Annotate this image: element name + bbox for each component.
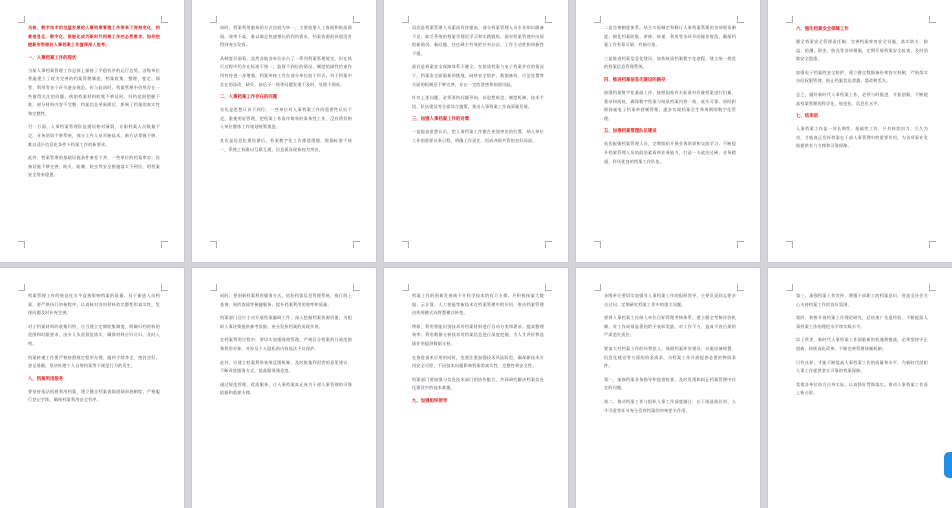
paragraph: 二是完善制度体系，结合实际制定和修订人事档案管理的各项规章制度，细化档案收集、审核、转递、利用等各环节的操作规范，确保档案工作有章可循、有据可依。: [604, 25, 736, 48]
document-page[interactable]: [192, 0, 376, 262]
page-content: [796, 292, 928, 490]
paragraph: 档案转递工作要严格按照规定程序办理，做到手续齐全、密封完好、登记准确，坚决杜绝个人自带档案等不规范行为的发生。: [28, 354, 160, 369]
paragraph: 再次是档案管理人员素质有待提高。部分档案管理人员专业知识储备不足，缺乏系统的档案学理论学习和实践锻炼，面对档案管理中出现的新情况、新问题，往往缺少有效的应对办法，工作主动性和创新性不强。: [412, 25, 544, 56]
paragraph: 加强电子档案的安全防护，建立健全数据备份和容灾机制，严格落实访问权限管理，防止档案信息泄露、篡改和丢失。: [796, 69, 928, 84]
paragraph: 针对上述问题，必须坚持问题导向，从思想观念、制度机制、技术手段、队伍建设等方面综合施策，推动人事档案工作高质量发展。: [412, 95, 544, 109]
paragraph: 第一，加强档案业务指导和监督检查，及时发现和纠正档案管理中存在的问题。: [604, 376, 736, 391]
page-content: [604, 292, 736, 490]
paragraph: 一是提高思想认识，把人事档案工作摆在更加突出的位置，纳入单位工作的重要议事日程，明确工作责任，形成齐抓共管的良好局面。: [412, 129, 544, 143]
paragraph: 通过规范管理、优质服务，让人事档案真正成为干部人事管理的可靠依据和重要支撑。: [220, 381, 352, 396]
section-heading: 八、档案利用服务: [28, 376, 64, 382]
paragraph: 选优配强档案管理人员，定期组织开展业务培训和交流学习，不断提升档案管理人员的政治素质和业务能力，打造一支政治过硬、业务精通、作风优良的档案工作队伍。: [604, 141, 736, 164]
page-content: [412, 292, 544, 490]
paragraph: 第四，积极开展档案工作理论研究，总结推广先进经验，不断提高人事档案工作的理论水平和实践水平。: [796, 315, 928, 329]
paragraph: 同时，要创新档案利用服务方式，依托档案信息管理系统，推行线上查询、预约查阅等便捷服务，提升档案利用的效率和质量。: [220, 293, 352, 307]
page-content: [796, 24, 928, 244]
paragraph: 当前人事档案管理工作总体上保持了平稳有序的运行态势，各级单位普遍建立了较为完善的档案管理制度，档案收集、整理、鉴定、保管、利用等各个环节逐步规范。但与此同时，档案管理中仍然存在一些值得关注的问题，例如档案材料收集不够及时，归档范围把握不准，部分材料内容不完整，档案信息更新滞后，影响了档案的真实性和完整性。: [28, 67, 160, 116]
paragraph: 健全档案安全管理责任制，完善档案库房安全设施，落实防火、防盗、防潮、防虫、防光等各项措施，定期开展档案安全检查，及时消除安全隐患。: [796, 39, 928, 62]
document-page[interactable]: [0, 0, 184, 262]
paragraph: 此外，档案管理的基础设施条件参差不齐，一些单位的档案库房、设备设施不够完善，防火、防潮、防虫等安全措施落实不到位，给档案安全带来隐患。: [28, 155, 160, 178]
paragraph: 当前，数字技术的迅猛发展给人事档案管理工作带来了深刻变化，档案信息化、数字化、智能化成为新时代档案工作的必然要求，如何把握新形势做好人事档案工作值得深入思考。: [28, 25, 160, 48]
paragraph: 要坚持依法依规利用档案，建立健全档案查阅借阅审批制度，严格履行登记手续，确保档案利用安全有序。: [28, 388, 160, 403]
paragraph: 从制度层面看，虽然各地各单位出台了一系列档案管理规定，但在执行过程中仍存在标准不统一、监督不到位的情况，制度的刚性约束作用有待进一步增强。档案审核工作在部分单位流于形式，对于档案中存在的涂改、缺失、前后不一致等问题发现不及时、处理不彻底。: [220, 55, 352, 87]
paragraph: 档案部门还应主动开展档案编研工作，深入挖掘档案资源价值，为组织人事决策提供参考依据，充分发挥档案的资政作用。: [220, 315, 352, 329]
section-heading: 二、人事档案工作存在的问题: [220, 95, 278, 101]
page-content: [28, 24, 160, 244]
section-heading: 三、加强人事档案工作的对策: [412, 117, 470, 123]
paragraph: 各级单位要切实加强对人事档案工作的组织领导，主要负责同志要亲自过问、定期研究档案工作中的重大问题。: [604, 293, 736, 307]
page-content: [28, 292, 160, 490]
page-content: [604, 24, 736, 244]
paragraph: 最后是档案安全保障体系不健全。在纸质档案与电子档案并存的情况下，档案安全面临新的挑战，网络安全防护、数据备份、应急处置等方面的机制还不够完善，存在一定的泄密和损毁风险。: [412, 64, 544, 87]
paragraph: 总之，做好新时代人事档案工作，必须与时俱进、开拓创新，不断提高档案管理的科学化、规范化、信息化水平。: [796, 91, 928, 106]
section-heading: 七、结束语: [796, 114, 818, 120]
page-content: [220, 24, 352, 244]
paragraph: 例如，利用智能识别技术对档案材料进行自动分类和著录，提高整理效率；利用数据分析技术对档案信息进行深度挖掘，为人才评价和选拔任用提供数据支持。: [412, 323, 544, 346]
paragraph: 档案部门要加强与信息技术部门的协作配合，共同研究解决档案信息化建设中的技术难题。: [412, 376, 544, 391]
paragraph: 第三，加强档案工作宣传，增强干部职工的档案意识，营造全社会关心支持档案工作的良好氛围。: [796, 293, 928, 307]
paragraph: 要加大对档案工作的经费投入，保障档案库房建设、设施设备购置、信息化建设等方面的资金需求，为档案工作开展提供必要的物质条件。: [604, 345, 736, 369]
paragraph: 首先是思想认识不到位。一些单位对人事档案工作的重要性认识不足，重使用轻管理，把档案工作看作简单的事务性工作，没有将其纳入单位整体工作规划统筹推进。: [220, 107, 352, 130]
paragraph: 综上所述，新时代人事档案工作面临新的机遇和挑战，必须坚持守正创新，持续深化改革，不断完善管理体制机制。: [796, 337, 928, 351]
document-page[interactable]: [576, 0, 760, 262]
page-content: [412, 24, 544, 244]
section-heading: 一、人事档案工作的现状: [28, 55, 77, 61]
page-content: [220, 292, 352, 490]
paragraph: 只有这样，才能不断提高人事档案工作的质量和水平，为新时代组织人事工作提供坚实可靠的档案保障。: [796, 359, 928, 374]
paragraph: 在推进技术应用的同时，也要注重加强技术风险防范，确保新技术应用安全可控，不因技术问题影响档案的真实性、完整性和安全性。: [412, 354, 544, 369]
section-heading: 九、加强组织领导: [412, 398, 448, 404]
section-heading: 五、加强档案管理队伍建设: [604, 129, 657, 135]
paragraph: 三是推进档案信息化建设，加快纸质档案数字化进程，建立统一规范的档案信息管理系统。: [604, 55, 736, 70]
paragraph: 另一方面，人事档案管理队伍建设相对薄弱，专职档案人员数量不足，业务培训不够系统，部分工作人员对新技术、新方法掌握不够，难以适应信息化条件下档案工作的新要求。: [28, 124, 160, 147]
document-page[interactable]: [0, 268, 184, 508]
paragraph: 加强档案数字化基础工作，按照国家有关标准对存量档案进行扫描、著录和质检，确保数字档案与纸质档案内容一致、真实可靠。同时积极探索电子档案单套制管理，逐步实现档案全生命周期的数字化管理。: [604, 89, 736, 121]
document-page[interactable]: [384, 0, 568, 262]
paragraph: 档案管理工作的规范化水平直接影响档案的质量。对于新进人员档案，要严格执行审核程序，认真核对各项材料的完整性和真实性，发现问题及时补充完善。: [28, 293, 160, 316]
section-heading: 四、推进档案信息化建设的路径: [604, 77, 666, 83]
document-page[interactable]: [768, 0, 952, 262]
paragraph: 其次是信息化建设滞后。档案数字化工作推进缓慢，数据标准不统一，系统之间难以互联互通，信息孤岛现象较为突出。: [220, 137, 352, 152]
floating-action-button[interactable]: [944, 452, 952, 478]
paragraph: 档案工作的创新发展离不开科学技术的有力支撑。应积极探索大数据、云计算、人工智能等新技术在档案管理中的应用，推动档案管理由传统模式向智慧模式转变。: [412, 293, 544, 316]
document-page[interactable]: [192, 268, 376, 508]
document-page[interactable]: [576, 268, 760, 508]
document-page[interactable]: [768, 268, 952, 508]
paragraph: 要将人事档案工作纳入单位目标管理考核体系，建立健全考核评价机制，对工作成效显著的给予表彰奖励，对工作不力、造成不良后果的严肃追究责任。: [604, 315, 736, 338]
paragraph: 此外，应建立档案利用效果反馈机制，及时收集利用者的意见建议，不断改进服务方式，提高服务满意度。: [220, 359, 352, 374]
paragraph: 同时，档案利用服务的方式也较为单一，主要依靠人工查阅和纸质借阅，效率不高，难以满足快速增长的利用需求，档案资源的价值没有得到充分发挥。: [220, 25, 352, 48]
paragraph: 第二，推动档案工作与组织人事工作深度融合，在干部选拔任用、人才引进等环节充分发挥档案的审核把关作用。: [604, 398, 736, 413]
section-heading: 六、强化档案安全保障工作: [796, 27, 849, 32]
paragraph: 希望各单位结合自身实际，认真抓好贯彻落实，推动人事档案工作再上新台阶。: [796, 381, 928, 396]
paragraph: 在档案利用过程中，要切实加强保密管理，严格区分档案的开放范围和利用对象，对涉及个人隐私的内容依法予以保护。: [220, 337, 352, 351]
document-page[interactable]: [384, 268, 568, 508]
paragraph: 人事档案工作是一项长期性、基础性工作，只有持续用力、久久为功，才能真正发挥档案在干部人事管理中的重要作用，为各项事业发展提供有力支撑和可靠保障。: [796, 126, 928, 149]
paragraph: 对于档案材料的收集归档，应当建立定期收集制度，明确归档材料的范围和时限要求，由专人负责督促落实，确保材料应归尽归、及时入档。: [28, 323, 160, 346]
